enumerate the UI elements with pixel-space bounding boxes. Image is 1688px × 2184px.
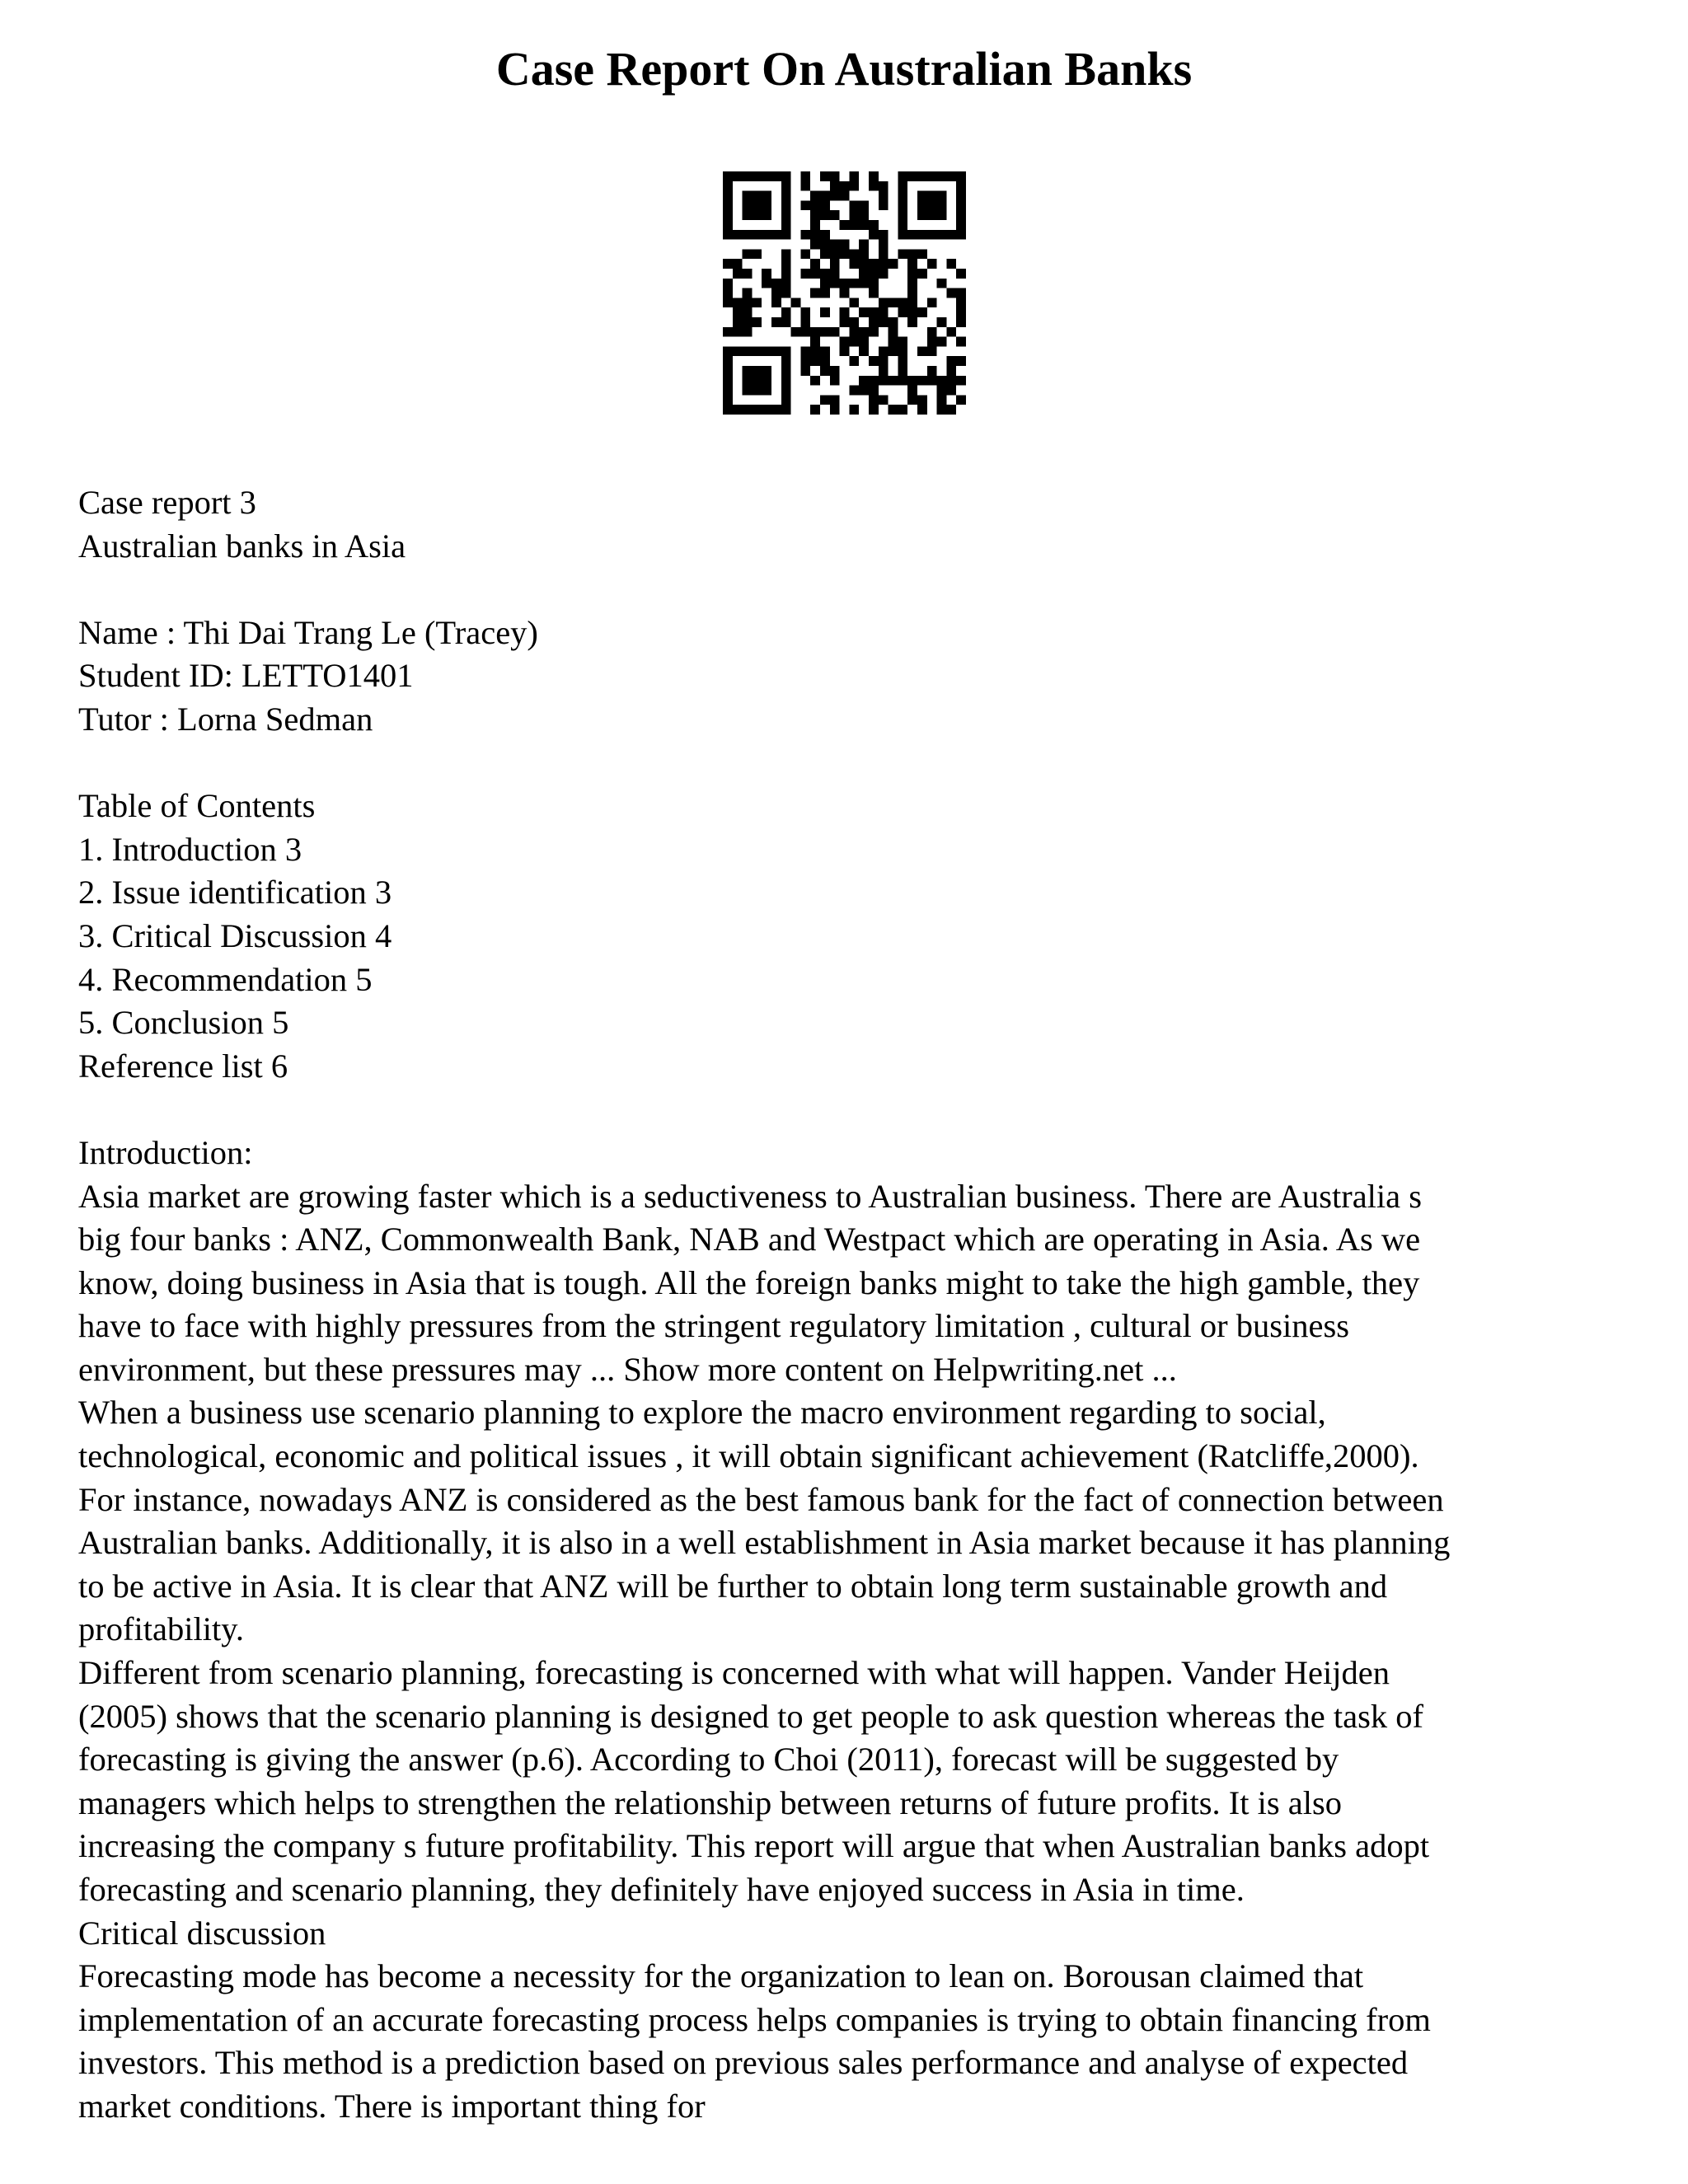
- body-line: implementation of an accurate forecasting process helps companies is trying to obtain financing from: [78, 2000, 1431, 2038]
- body-line: (2005) shows that the scenario planning is designed to get people to ask question whereas the task of: [78, 1697, 1424, 1735]
- body-line: know, doing business in Asia that is tough. All the foreign banks might to take the high gamble, they: [78, 1263, 1420, 1301]
- body-line: big four banks : ANZ, Commonwealth Bank, NAB and Westpact which are operating in Asia. As we: [78, 1221, 1421, 1258]
- report-header: [78, 481, 1628, 568]
- body-line: have to face with highly pressures from the stringent regulatory limitation , cultural or business: [78, 1307, 1350, 1345]
- toc-item: 4. Recommendation 5: [78, 960, 373, 998]
- section-heading-introduction: Introduction:: [78, 1133, 253, 1171]
- body-line: For instance, nowadays ANZ is considered as the best famous bank for the fact of connection between: [78, 1480, 1444, 1518]
- body-line: technological, economic and political issues , it will obtain significant achievement (Ratcliffe,2000).: [78, 1437, 1419, 1475]
- document-body: [78, 481, 1628, 2129]
- toc-item: Reference list 6: [78, 1047, 288, 1085]
- body-line: environment, but these pressures may ... Show more content on Helpwriting.net ...: [78, 1350, 1177, 1388]
- document-title: Case Report On Australian Banks: [495, 42, 1193, 96]
- table-of-contents: [78, 785, 1628, 1088]
- body-line: forecasting is giving the answer (p.6). According to Choi (2011), forecast will be suggested by: [78, 1741, 1339, 1779]
- report-subtitle: Australian banks in Asia: [78, 527, 406, 565]
- body-line: forecasting and scenario planning, they definitely have enjoyed success in Asia in time.: [78, 1871, 1245, 1908]
- toc-item: 2. Issue identification 3: [78, 874, 392, 912]
- body-line: Forecasting mode has become a necessity for the organization to lean on. Borousan claimed that: [78, 1957, 1364, 1995]
- student-info: [78, 612, 1628, 742]
- body-line: investors. This method is a prediction based on previous sales performance and analyse of expected: [78, 2044, 1409, 2082]
- report-number: Case report 3: [78, 484, 256, 521]
- body-line: increasing the company s future profitability. This report will argue that when Australian banks adopt: [78, 1827, 1430, 1865]
- body-line: profitability.: [78, 1610, 244, 1648]
- spacer: [78, 1088, 1628, 1132]
- body-line: When a business use scenario planning to explore the macro environment regarding to social,: [78, 1394, 1326, 1432]
- body-line: market conditions. There is important thing for: [78, 2087, 706, 2125]
- body-line: managers which helps to strengthen the relationship between returns of future profits. It is also: [78, 1783, 1342, 1821]
- body-line: Different from scenario planning, forecasting is concerned with what will happen. Vander Heijden: [78, 1654, 1390, 1692]
- section-heading-critical-discussion: Critical discussion: [78, 1914, 326, 1952]
- body-text: [78, 1132, 1628, 2129]
- body-line: to be active in Asia. It is clear that ANZ will be further to obtain long term sustainable growth and: [78, 1567, 1388, 1605]
- tutor-name: Tutor : Lorna Sedman: [78, 700, 373, 738]
- student-id: Student ID: LETTO1401: [78, 657, 414, 695]
- student-name: Name : Thi Dai Trang Le (Tracey): [78, 613, 538, 651]
- qr-code-icon: [723, 171, 966, 415]
- toc-item: 5. Conclusion 5: [78, 1004, 289, 1042]
- spacer: [78, 568, 1628, 612]
- toc-item: 3. Critical Discussion 4: [78, 916, 392, 954]
- toc-heading: Table of Contents: [78, 787, 316, 825]
- body-line: Asia market are growing faster which is a seductiveness to Australian business. There are Australia s: [78, 1177, 1423, 1215]
- body-line: Australian banks. Additionally, it is also in a well establishment in Asia market because it has planning: [78, 1524, 1451, 1562]
- spacer: [78, 742, 1628, 785]
- toc-item: 1. Introduction 3: [78, 830, 302, 868]
